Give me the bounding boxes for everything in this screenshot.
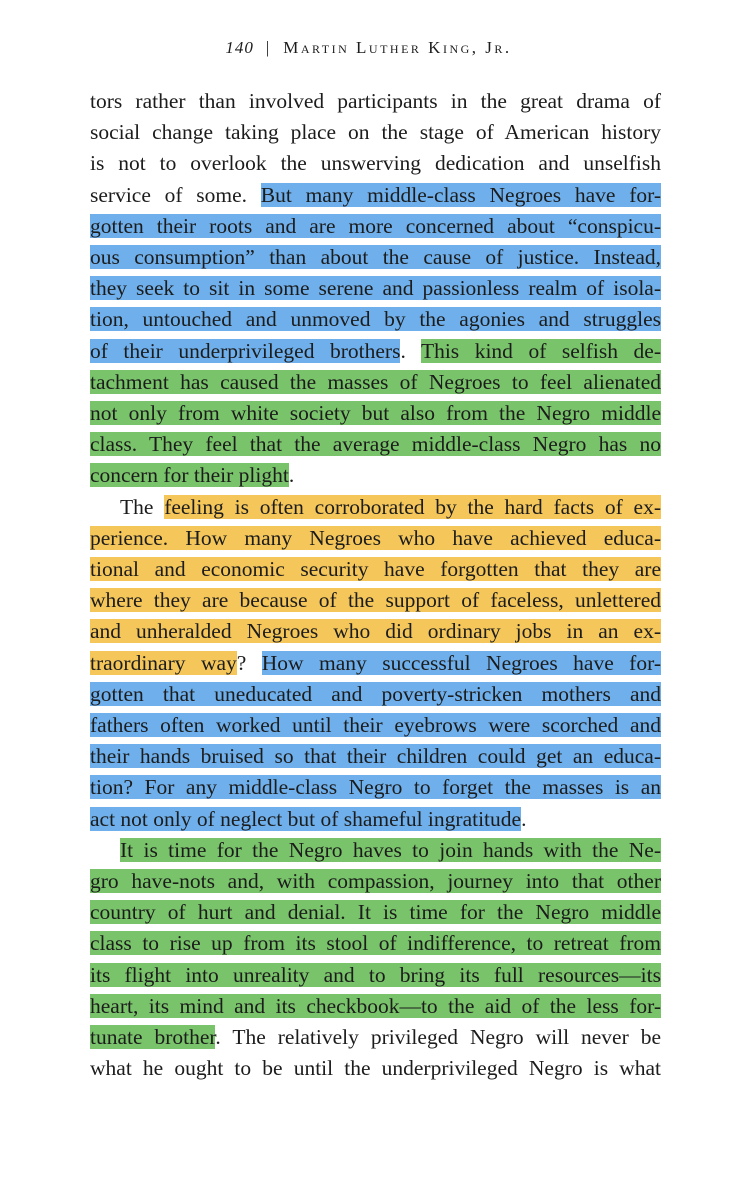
text-line xyxy=(90,616,661,647)
text-line xyxy=(90,117,661,148)
green-highlight: country of hurt and denial. It is time for the Negro middle xyxy=(90,900,661,925)
text-line xyxy=(90,1022,661,1053)
text-line xyxy=(90,554,661,585)
text-line xyxy=(90,273,661,304)
plain-text: is not to overlook the unswerving dedication and unselfish xyxy=(90,151,661,176)
yellow-highlight: feeling is often corroborated by the hard facts of ex- xyxy=(164,494,661,519)
page-number: 140 xyxy=(225,38,254,57)
text-line xyxy=(90,991,661,1022)
blue-highlight: ous consumption” than about the cause of justice. Instead, xyxy=(90,245,661,269)
plain-text: The xyxy=(120,494,165,519)
text-line xyxy=(90,710,661,741)
blue-highlight: tion? For any middle-class Negro to forget the masses is an xyxy=(90,775,661,800)
text-line xyxy=(90,648,661,679)
plain-text: ? xyxy=(236,650,262,675)
text-line xyxy=(90,835,661,866)
plain-text: tors rather than involved participants in the great drama of xyxy=(90,89,661,113)
plain-text: what he ought to be until the underprivileged Negro is what xyxy=(90,1056,661,1081)
text-line xyxy=(90,429,661,460)
yellow-highlight: perience. How many Negroes who have achieved educa- xyxy=(90,525,661,550)
blue-highlight: tion, untouched and unmoved by the agonies and struggles xyxy=(90,307,661,332)
blue-highlight: fathers often worked until their eyebrows were scorched and xyxy=(90,713,661,737)
text-line xyxy=(90,897,661,928)
text-line xyxy=(90,585,661,616)
blue-highlight: How many successful Negroes have for- xyxy=(261,650,661,675)
plain-text: service of some. xyxy=(90,182,261,207)
green-highlight: class. They feel that the average middle-class Negro has no xyxy=(90,432,661,457)
blue-highlight: act not only of neglect but of shameful ingratitude xyxy=(90,806,522,831)
blue-highlight: gotten that uneducated and poverty-stricken mothers and xyxy=(90,681,661,706)
text-line xyxy=(90,1053,661,1084)
blue-highlight: their hands bruised so that their children could get an educa- xyxy=(90,744,661,769)
text-line xyxy=(90,804,661,835)
text-line xyxy=(90,336,661,367)
green-highlight: This kind of selfish de- xyxy=(420,338,661,363)
text-line xyxy=(90,960,661,991)
yellow-highlight: tional and economic security have forgotten that they are xyxy=(90,557,661,581)
text-line xyxy=(90,928,661,959)
text-line xyxy=(90,523,661,554)
running-header xyxy=(0,38,737,58)
blue-highlight: But many middle-class Negroes have for- xyxy=(260,182,662,207)
header-separator: | xyxy=(265,38,272,57)
blue-highlight: of their underprivileged brothers xyxy=(90,338,401,363)
plain-text: . xyxy=(288,463,295,488)
text-line xyxy=(90,741,661,772)
text-line xyxy=(90,772,661,803)
plain-text: . xyxy=(400,338,421,363)
text-line xyxy=(90,86,661,117)
yellow-highlight: and unheralded Negroes who did ordinary jobs in an ex- xyxy=(90,619,661,644)
text-line xyxy=(90,398,661,429)
text-line xyxy=(90,242,661,273)
text-line xyxy=(90,367,661,398)
yellow-highlight: where they are because of the support of faceless, unlettered xyxy=(90,588,661,613)
plain-text: . The relatively privileged Negro will never be xyxy=(215,1025,661,1049)
text-line xyxy=(90,148,661,179)
yellow-highlight: traordinary way xyxy=(90,650,237,675)
green-highlight: not only from white society but also from the Negro middle xyxy=(90,401,661,425)
green-highlight: It is time for the Negro haves to join hands with the Ne- xyxy=(120,837,661,862)
green-highlight: gro have-nots and, with compassion, journey into that other xyxy=(90,869,661,893)
text-line xyxy=(90,866,661,897)
text-line xyxy=(90,679,661,710)
green-highlight: concern for their plight xyxy=(90,463,289,488)
green-highlight: tunate brother xyxy=(90,1025,216,1049)
text-line xyxy=(90,211,661,242)
green-highlight: tachment has caused the masses of Negroes to feel alienated xyxy=(90,369,661,394)
green-highlight: its flight into unreality and to bring its full resources—its xyxy=(90,962,661,987)
text-line xyxy=(90,180,661,211)
running-title: Martin Luther King, Jr. xyxy=(283,38,512,57)
text-line xyxy=(90,304,661,335)
blue-highlight: they seek to sit in some serene and passionless realm of isola- xyxy=(90,276,661,301)
plain-text: . xyxy=(521,806,527,831)
text-line xyxy=(90,460,661,491)
text-line xyxy=(90,492,661,523)
blue-highlight: gotten their roots and are more concerned about “conspicu- xyxy=(90,213,661,238)
plain-text: social change taking place on the stage of American history xyxy=(90,120,661,145)
green-highlight: class to rise up from its stool of indifference, to retreat from xyxy=(90,931,661,956)
green-highlight: heart, its mind and its checkbook—to the aid of the less for- xyxy=(90,993,661,1018)
